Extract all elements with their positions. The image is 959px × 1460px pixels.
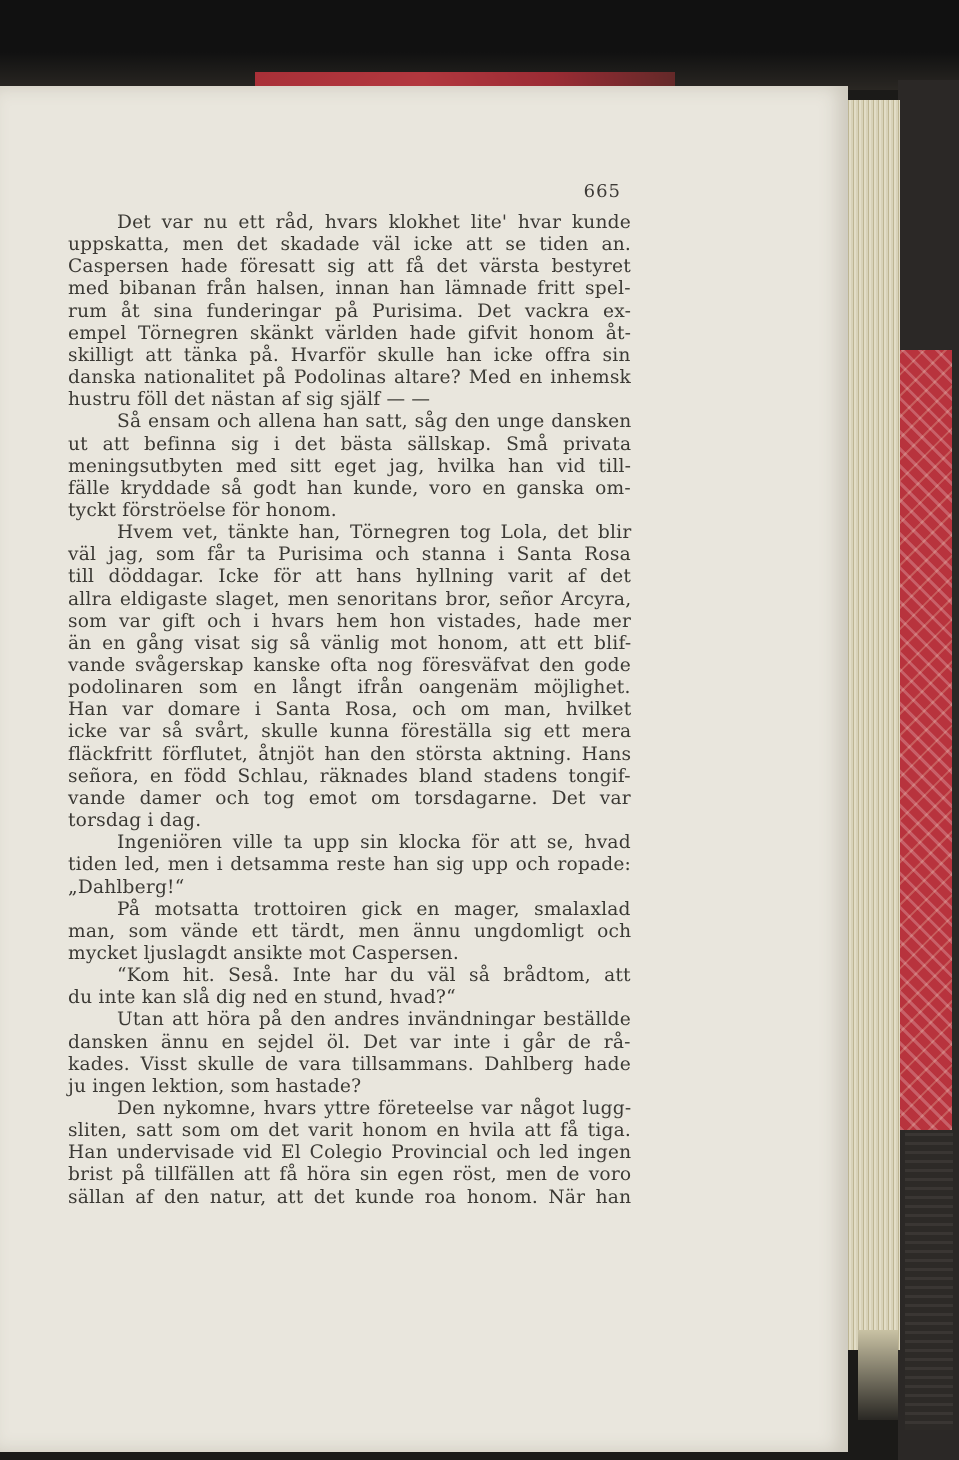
text-line: ju ingen lektion, som hastade? xyxy=(68,1075,362,1097)
text-line: vande svågerskap kanske ofta nog föresväfvat den gode xyxy=(68,655,631,676)
text-line: Utan att höra på den andres invändningar beställde xyxy=(117,1009,631,1031)
text-line: mycket ljuslagdt ansikte mot Caspersen. xyxy=(68,942,459,964)
text-line: sliten, satt som om det varit honom en hvila att få tiga. xyxy=(68,1120,631,1142)
text-line: sällan af den natur, att det kunde roa honom. När han xyxy=(68,1186,632,1208)
text-line: tyckt förströelse för honom. xyxy=(68,499,337,521)
text-line: man, som vände ett tärdt, men ännu ungdomligt och xyxy=(68,920,632,942)
text-line: fläckfritt förflutet, åtnjöt han den största aktning. Hans xyxy=(68,743,632,765)
text-line: ut att befinna sig i det bästa sällskap. Små privata xyxy=(68,433,632,455)
text-line: Caspersen hade föresatt sig att få det värsta bestyret xyxy=(68,256,631,278)
page-edges xyxy=(846,100,900,1350)
text-line: På motsatta trottoiren gick en mager, smalaxlad xyxy=(117,898,631,920)
text-line: väl jag, som får ta Purisima och stanna i Santa Rosa xyxy=(68,544,631,566)
text-line: empel Törnegren skänkt världen hade gifvit honom åt- xyxy=(68,322,632,344)
text-line: Hvem vet, tänkte han, Törnegren tog Lola, det blir xyxy=(117,522,632,544)
text-line: “Kom hit. Seså. Inte har du väl så brådtom, att xyxy=(117,965,631,987)
text-line: till döddagar. Icke för att hans hyllning varit af det xyxy=(68,566,632,588)
text-line: „Dahlberg!“ xyxy=(68,876,185,898)
text-line: vande damer och tog emot om torsdagarne. Det var xyxy=(68,787,631,809)
text-line: skilligt att tänka på. Hvarför skulle han icke offra sin xyxy=(68,344,631,366)
text-line: Han var domare i Santa Rosa, och om man, hvilket xyxy=(68,699,632,721)
spine-dark-pattern xyxy=(905,1130,953,1430)
text-line: brist på tillfällen att få höra sin egen röst, men de voro xyxy=(68,1164,632,1186)
spine-red-pattern xyxy=(900,350,952,1130)
text-line: än en gång visat sig så vänlig mot honom, att ett blif- xyxy=(68,632,632,654)
text-line: rum åt sina funderingar på Purisima. Det vackra ex- xyxy=(68,300,632,322)
text-line: icke var så svårt, skulle kunna föreställa sig ett mera xyxy=(68,721,632,743)
text-line: señora, en född Schlau, räknades bland stadens tongif- xyxy=(68,765,631,787)
text-line: meningsutbyten med sitt eget jag, hvilka han vid till- xyxy=(68,455,632,477)
text-line: hustru föll det nästan af sig själf — — xyxy=(68,389,431,411)
text-line: torsdag i dag. xyxy=(68,810,202,832)
text-line: fälle kryddade så godt han kunde, voro en ganska om- xyxy=(68,477,631,499)
text-line: tiden led, men i detsamma reste han sig upp och ropade: xyxy=(68,854,632,876)
text-line: uppskatta, men det skadade väl icke att se tiden an. xyxy=(68,234,632,256)
text-line: Så ensam och allena han satt, såg den unge dansken xyxy=(117,411,632,433)
text-line: som var gift och i hvars hem hon vistades, hade mer xyxy=(68,610,632,632)
text-line: danska nationalitet på Podolinas altare? Med en inhemsk xyxy=(68,367,632,389)
text-line: allra eldigaste slaget, men senoritans bror, señor Arcyra, xyxy=(68,588,632,610)
page-edges-shadow xyxy=(858,1330,898,1420)
text-line: Den nykomne, hvars yttre företeelse var något lugg- xyxy=(117,1098,632,1119)
text-line: med bibanan från halsen, innan han lämnade fritt spel- xyxy=(68,278,631,300)
text-line: Det var nu ett råd, hvars klokhet lite' hvar kunde xyxy=(117,212,631,233)
text-line: dansken ännu en sejdel öl. Det var inte i går de rå- xyxy=(68,1031,631,1053)
text-line: kades. Visst skulle de vara tillsammans. Dahlberg hade xyxy=(68,1053,631,1075)
text-line: du inte kan slå dig ned en stund, hvad?“ xyxy=(68,987,456,1009)
text-line: Han undervisade vid El Colegio Provincial och led ingen xyxy=(68,1142,632,1164)
text-line: Ingeniören ville ta upp sin klocka för att se, hvad xyxy=(117,832,631,854)
page-number: 665 xyxy=(583,181,621,202)
text-line: podolinaren som en långt ifrån oangenäm möjlighet. xyxy=(68,677,631,699)
